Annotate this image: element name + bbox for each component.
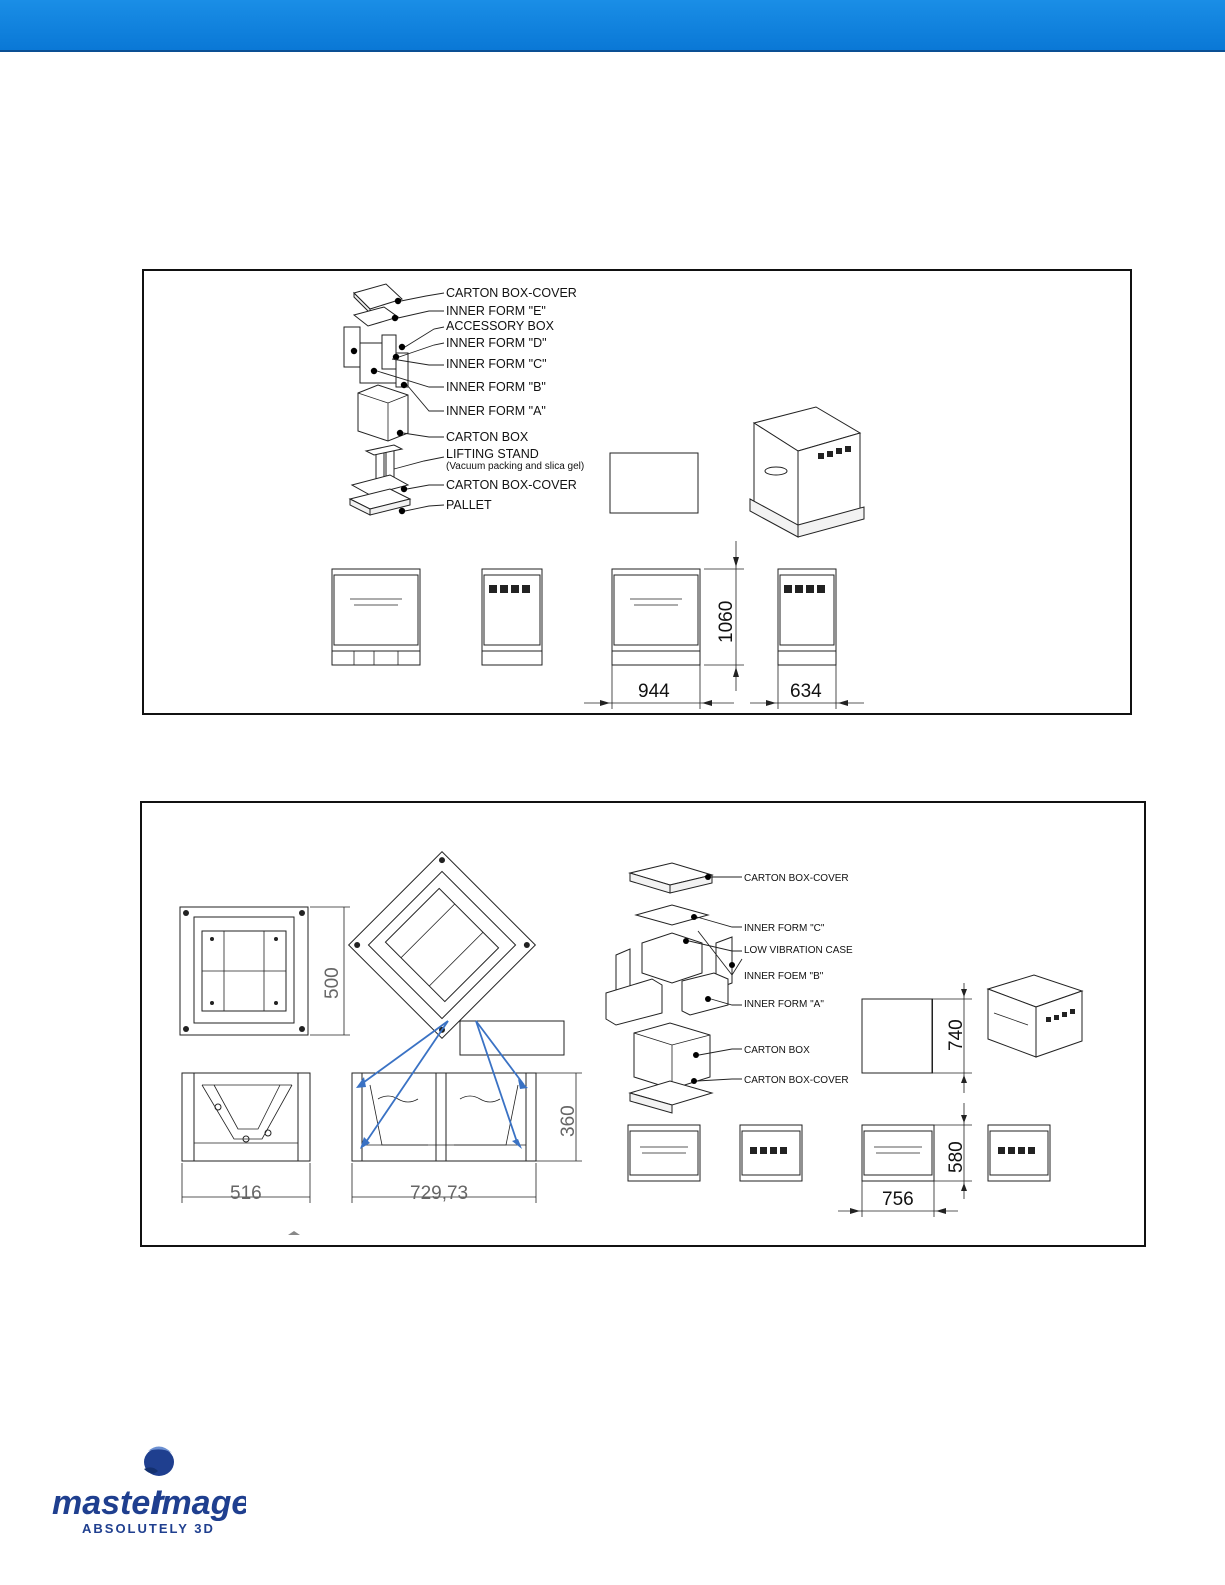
dimension-case-height: 360 [558, 1105, 579, 1137]
blank-panel [610, 453, 698, 513]
box-front-view-2 [862, 1125, 934, 1181]
blank-label-box [460, 1021, 564, 1055]
callout-label: PALLET [446, 498, 492, 512]
header-bar [0, 0, 1225, 52]
callout-label: INNER FORM "A" [446, 404, 546, 418]
logo-brand-right: Image [152, 1484, 246, 1522]
projector-packing-figure [142, 269, 1132, 715]
case-side-view [182, 1073, 310, 1161]
callout-label: INNER FORM "E" [446, 304, 546, 318]
logo-tagline: ABSOLUTELY 3D [82, 1521, 215, 1536]
box-side-panel [862, 999, 932, 1073]
case-packing-drawing [142, 803, 1144, 1245]
exploded-view-2 [606, 863, 742, 1113]
isometric-packed-box [750, 407, 864, 537]
callout-label: CARTON BOX [744, 1045, 810, 1056]
side-view-1 [482, 569, 542, 665]
case-rotated-view [349, 852, 536, 1039]
box-front-view-1 [628, 1125, 700, 1181]
callout-label: CARTON BOX-COVER [446, 286, 577, 300]
box-side-view-1 [740, 1125, 802, 1181]
side-view-2 [778, 569, 836, 665]
projector-packing-drawing [144, 271, 1130, 713]
dimension-depth: 634 [790, 681, 822, 702]
dimension-case-depth: 500 [322, 967, 343, 999]
callout-label: INNER FORM "A" [744, 999, 824, 1010]
dimension-height: 1060 [716, 600, 737, 643]
logo-brand-left: master [52, 1484, 164, 1522]
callout-label: CARTON BOX-COVER [744, 873, 849, 884]
exploded-view [344, 284, 444, 515]
callout-note: (Vacuum packing and slica gel) [446, 461, 585, 472]
callout-label: LIFTING STAND [446, 447, 539, 461]
callout-labels-2 [744, 873, 853, 1086]
front-view-2 [612, 569, 700, 665]
isometric-box-2 [988, 975, 1082, 1057]
callout-label: INNER FORM "D" [446, 336, 547, 350]
callout-label: INNER FOEM "B" [744, 971, 824, 982]
callout-label: CARTON BOX [446, 430, 529, 444]
callout-label: INNER FORM "C" [446, 357, 547, 371]
dimension-box-depth: 740 [946, 1019, 967, 1051]
dimension-width: 944 [638, 681, 670, 702]
masterimage-logo [46, 1443, 246, 1543]
dimension-box-width: 756 [882, 1189, 914, 1210]
callout-label: LOW VIBRATION CASE [744, 945, 853, 956]
dimension-case-width: 516 [230, 1183, 262, 1204]
dimension-box-height: 580 [946, 1141, 967, 1173]
box-side-view-2 [988, 1125, 1050, 1181]
case-top-view [180, 907, 308, 1035]
case-packing-figure [140, 801, 1146, 1247]
dimension-case-front: 729,73 [410, 1183, 469, 1204]
callout-label: INNER FORM "B" [446, 380, 546, 394]
callout-label: CARTON BOX-COVER [744, 1075, 849, 1086]
callout-label: CARTON BOX-COVER [446, 478, 577, 492]
callout-labels [446, 286, 584, 512]
callout-label: INNER FORM "C" [744, 923, 825, 934]
front-view-1 [332, 569, 420, 665]
small-mark [288, 1231, 300, 1235]
callout-label: ACCESSORY BOX [446, 319, 554, 333]
